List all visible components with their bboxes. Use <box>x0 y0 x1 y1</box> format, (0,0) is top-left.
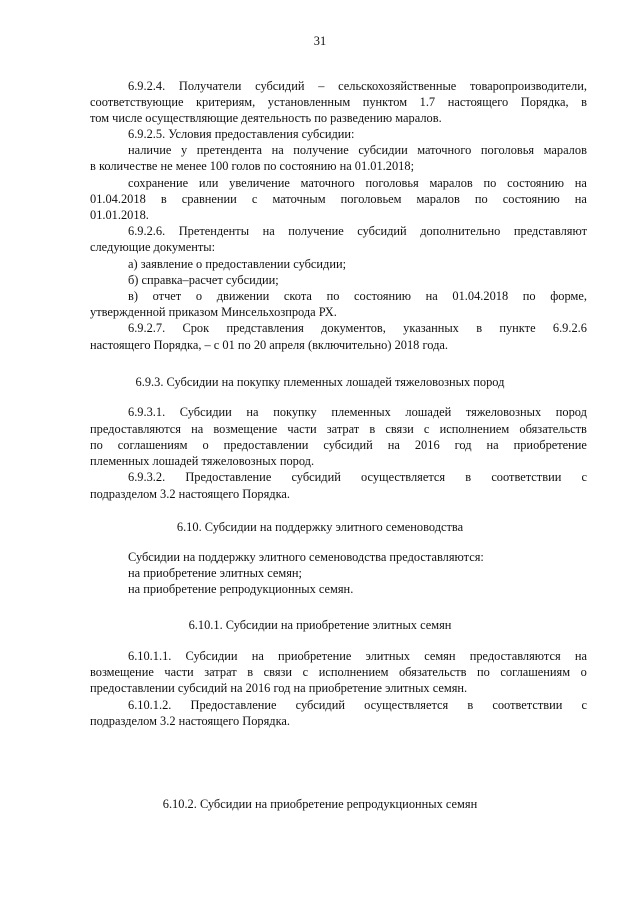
paragraph-line <box>90 665 587 680</box>
word: пунктом <box>362 95 408 109</box>
word: в <box>476 321 483 335</box>
word: 6.10.1.1. <box>128 649 172 663</box>
word: субсидий <box>323 438 373 452</box>
word: критериям, <box>196 95 256 109</box>
word: с <box>581 698 587 712</box>
word: субсидий <box>357 224 407 238</box>
word: 6.9.2.6 <box>552 321 587 335</box>
word: с <box>251 192 258 206</box>
word: соглашениям <box>500 665 571 679</box>
word: исполнением <box>318 665 389 679</box>
word: затрат <box>326 422 360 436</box>
word: представления <box>226 321 304 335</box>
word: 6.10.1.2. <box>128 698 172 712</box>
word: на <box>425 289 438 303</box>
word: приобретение <box>513 438 587 452</box>
word: на <box>191 422 204 436</box>
word: состоянию <box>354 289 411 303</box>
word: Субсидии <box>185 649 238 663</box>
word: увеличение <box>229 176 290 190</box>
word: на <box>486 438 499 452</box>
word: тяжеловозных <box>465 405 542 419</box>
word: субсидии <box>358 143 408 157</box>
word: на <box>246 405 259 419</box>
word: 6.9.2.4. <box>128 79 166 93</box>
word: товаропроизводители, <box>470 79 587 93</box>
word: лошадей <box>405 405 452 419</box>
word: на <box>574 192 587 206</box>
word: 6.9.3.2. <box>128 470 166 484</box>
word: Срок <box>182 321 210 335</box>
word: Субсидии <box>179 405 232 419</box>
word: пород <box>555 405 587 419</box>
word: 1.7 <box>419 95 436 109</box>
word: или <box>198 176 219 190</box>
word: возмещение <box>213 422 278 436</box>
word: поголовья <box>365 176 419 190</box>
word: пункте <box>499 321 536 335</box>
word: части <box>287 422 317 436</box>
word: установленным <box>267 95 351 109</box>
paragraph-line: утвержденной приказом Минсельхозпрода РХ. <box>90 305 337 319</box>
paragraph-line <box>128 405 587 420</box>
word: 2016 <box>414 438 440 452</box>
word: получение <box>288 224 344 238</box>
word: по <box>483 176 497 190</box>
word: отчет <box>152 289 182 303</box>
word: на <box>574 176 587 190</box>
word: в <box>369 422 376 436</box>
word: Получатели <box>178 79 242 93</box>
word: с <box>581 470 587 484</box>
section-heading: 6.10.1. Субсидии на приобретение элитных семян <box>188 618 452 632</box>
word: субсидий <box>255 79 305 93</box>
page-number: 31 <box>313 34 327 48</box>
paragraph-line <box>90 95 587 110</box>
word: документов, <box>321 321 386 335</box>
word: состоянию <box>502 192 560 206</box>
word: с <box>302 665 309 679</box>
paragraph-line <box>128 649 587 664</box>
word: соглашениям <box>117 438 188 452</box>
word: в <box>247 665 254 679</box>
word: Предоставление <box>190 698 277 712</box>
paragraph-line <box>90 192 587 207</box>
word: с <box>423 422 430 436</box>
word: связи <box>385 422 414 436</box>
paragraph-line <box>128 143 587 158</box>
word: сравнении <box>181 192 237 206</box>
word: Претенденты <box>178 224 250 238</box>
paragraph-line: настоящего Порядка, – с 01 по 20 апреля (включительно) 2018 года. <box>90 338 448 352</box>
word: части <box>164 665 194 679</box>
word: по <box>326 289 340 303</box>
list-item: на приобретение репродукционных семян. <box>128 582 354 596</box>
word: настоящего <box>447 95 509 109</box>
word: в <box>467 698 474 712</box>
word: у <box>180 143 188 157</box>
word: 01.04.2018 <box>90 192 146 206</box>
word: соответствующие <box>90 95 184 109</box>
paragraph-line <box>128 321 587 336</box>
word: в <box>581 95 587 109</box>
list-item: на приобретение элитных семян; <box>128 566 302 580</box>
word: на <box>271 143 284 157</box>
paragraph-line: предоставлении субсидий на 2016 год на приобретение элитных семян. <box>90 681 468 695</box>
paragraph-line <box>90 422 587 437</box>
word: возмещение <box>90 665 154 679</box>
word: по <box>522 289 536 303</box>
word: представляют <box>513 224 587 238</box>
word: получение <box>293 143 349 157</box>
word: соответствии <box>491 470 562 484</box>
word: семян <box>424 649 456 663</box>
word: субсидий <box>291 470 341 484</box>
word: о <box>195 289 203 303</box>
word: соответствии <box>492 698 563 712</box>
word: предоставлении <box>223 438 309 452</box>
word: в) <box>128 289 138 303</box>
word: предоставляются <box>469 649 561 663</box>
paragraph-line <box>128 698 587 713</box>
paragraph-line <box>128 176 587 191</box>
section-heading: 6.10. Субсидии на поддержку элитного семеноводства <box>176 520 464 534</box>
word: состоянию <box>507 176 565 190</box>
word: на <box>262 224 275 238</box>
word: скота <box>283 289 312 303</box>
word: предоставляются <box>90 422 181 436</box>
word: на <box>251 649 264 663</box>
word: о <box>580 665 587 679</box>
word: 6.9.3.1. <box>128 405 166 419</box>
list-item: б) справка–расчет субсидии; <box>128 273 279 287</box>
word: сельскохозяйственные <box>338 79 457 93</box>
section-heading: 6.10.2. Субсидии на приобретение репродукционных семян <box>162 797 478 811</box>
word: маралов <box>416 192 460 206</box>
word: Порядка, <box>520 95 569 109</box>
paragraph-line: следующие документы: <box>90 240 216 254</box>
word: маточным <box>272 192 326 206</box>
word: на <box>387 438 400 452</box>
list-item <box>128 289 587 304</box>
paragraph-line <box>90 438 587 453</box>
paragraph-line: Субсидии на поддержку элитного семеноводства предоставляются: <box>128 550 484 564</box>
word: обязательств <box>519 422 587 436</box>
word: маточного <box>417 143 472 157</box>
word: связи <box>263 665 293 679</box>
word: наличие <box>128 143 172 157</box>
word: в <box>465 470 472 484</box>
word: маралов <box>543 143 587 157</box>
word: племенных <box>331 405 391 419</box>
word: 01.04.2018 <box>452 289 509 303</box>
word: дополнительно <box>420 224 501 238</box>
paragraph-line <box>128 224 587 239</box>
word: маточного <box>300 176 355 190</box>
paragraph-line: 6.9.2.5. Условия предоставления субсидии: <box>128 127 355 141</box>
word: осуществляется <box>364 698 449 712</box>
word: о <box>202 438 209 452</box>
word: приобретение <box>278 649 352 663</box>
word: по <box>90 438 103 452</box>
paragraph-line: подразделом 3.2 настоящего Порядка. <box>90 487 291 501</box>
word: элитных <box>365 649 411 663</box>
paragraph-line <box>128 79 587 94</box>
word: осуществляется <box>361 470 446 484</box>
word: исполнением <box>439 422 510 436</box>
word: Предоставление <box>185 470 272 484</box>
word: по <box>477 665 490 679</box>
paragraph-line: племенных лошадей тяжеловозных пород. <box>90 454 315 468</box>
paragraph-line: подразделом 3.2 настоящего Порядка. <box>90 714 291 728</box>
paragraph-line: в количестве не менее 100 голов по состоянию на 01.01.2018; <box>90 159 415 173</box>
word: покупку <box>273 405 317 419</box>
word: обязательств <box>398 665 467 679</box>
word: по <box>474 192 488 206</box>
word: сохранение <box>128 176 189 190</box>
word: претендента <box>196 143 263 157</box>
word: – <box>318 79 325 93</box>
word: субсидий <box>295 698 345 712</box>
paragraph-line <box>128 470 587 485</box>
word: в <box>160 192 167 206</box>
word: на <box>574 649 587 663</box>
word: маралов <box>429 176 473 190</box>
word: поголовья <box>480 143 535 157</box>
word: движении <box>216 289 270 303</box>
word: поголовьем <box>340 192 402 206</box>
word: 6.9.2.7. <box>128 321 166 335</box>
word: указанных <box>403 321 459 335</box>
word: затрат <box>204 665 237 679</box>
word: форме, <box>550 289 587 303</box>
word: год <box>454 438 472 452</box>
paragraph-line: 01.01.2018. <box>90 208 149 222</box>
list-item: а) заявление о предоставлении субсидии; <box>128 257 347 271</box>
section-heading: 6.9.3. Субсидии на покупку племенных лошадей тяжеловозных пород <box>135 375 505 389</box>
paragraph-line: том числе осуществляющие деятельность по разведению маралов. <box>90 111 442 125</box>
word: 6.9.2.6. <box>128 224 166 238</box>
